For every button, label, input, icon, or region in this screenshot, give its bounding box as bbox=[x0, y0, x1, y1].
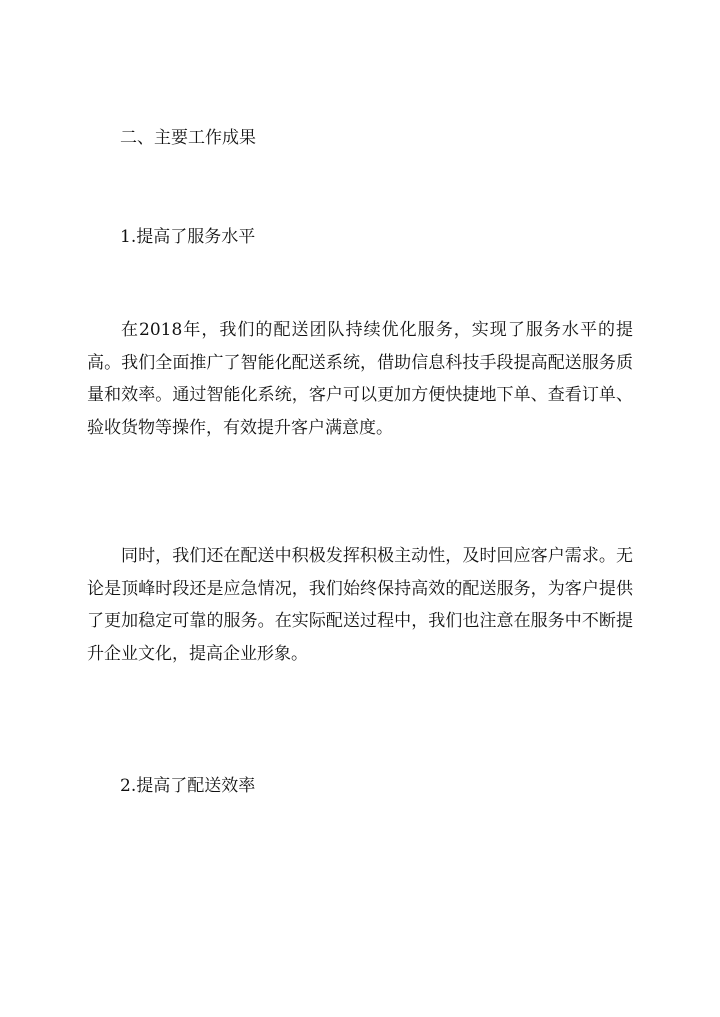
paragraph-2: 同时，我们还在配送中积极发挥积极主动性，及时回应客户需求。无论是顶峰时段还是应急情况，我们始终保持高效的配送服务，为客户提供了更加稳定可靠的服务。在实际配送过程中，我们也注意在服务中不断提升企业文化，提高企业形象。 bbox=[87, 546, 633, 664]
item1-heading: 1.提高了服务水平 bbox=[120, 227, 256, 247]
paragraph-1: 在2018年，我们的配送团队持续优化服务，实现了服务水平的提高。我们全面推广了智能化配送系统，借助信息科技手段提高配送服务质量和效率。通过智能化系统，客户可以更加方便快捷地下单、查看订单、验收货物等操作，有效提升客户满意度。 bbox=[87, 320, 633, 438]
section-heading: 二、主要工作成果 bbox=[120, 128, 256, 148]
item2-heading: 2.提高了配送效率 bbox=[120, 776, 256, 796]
